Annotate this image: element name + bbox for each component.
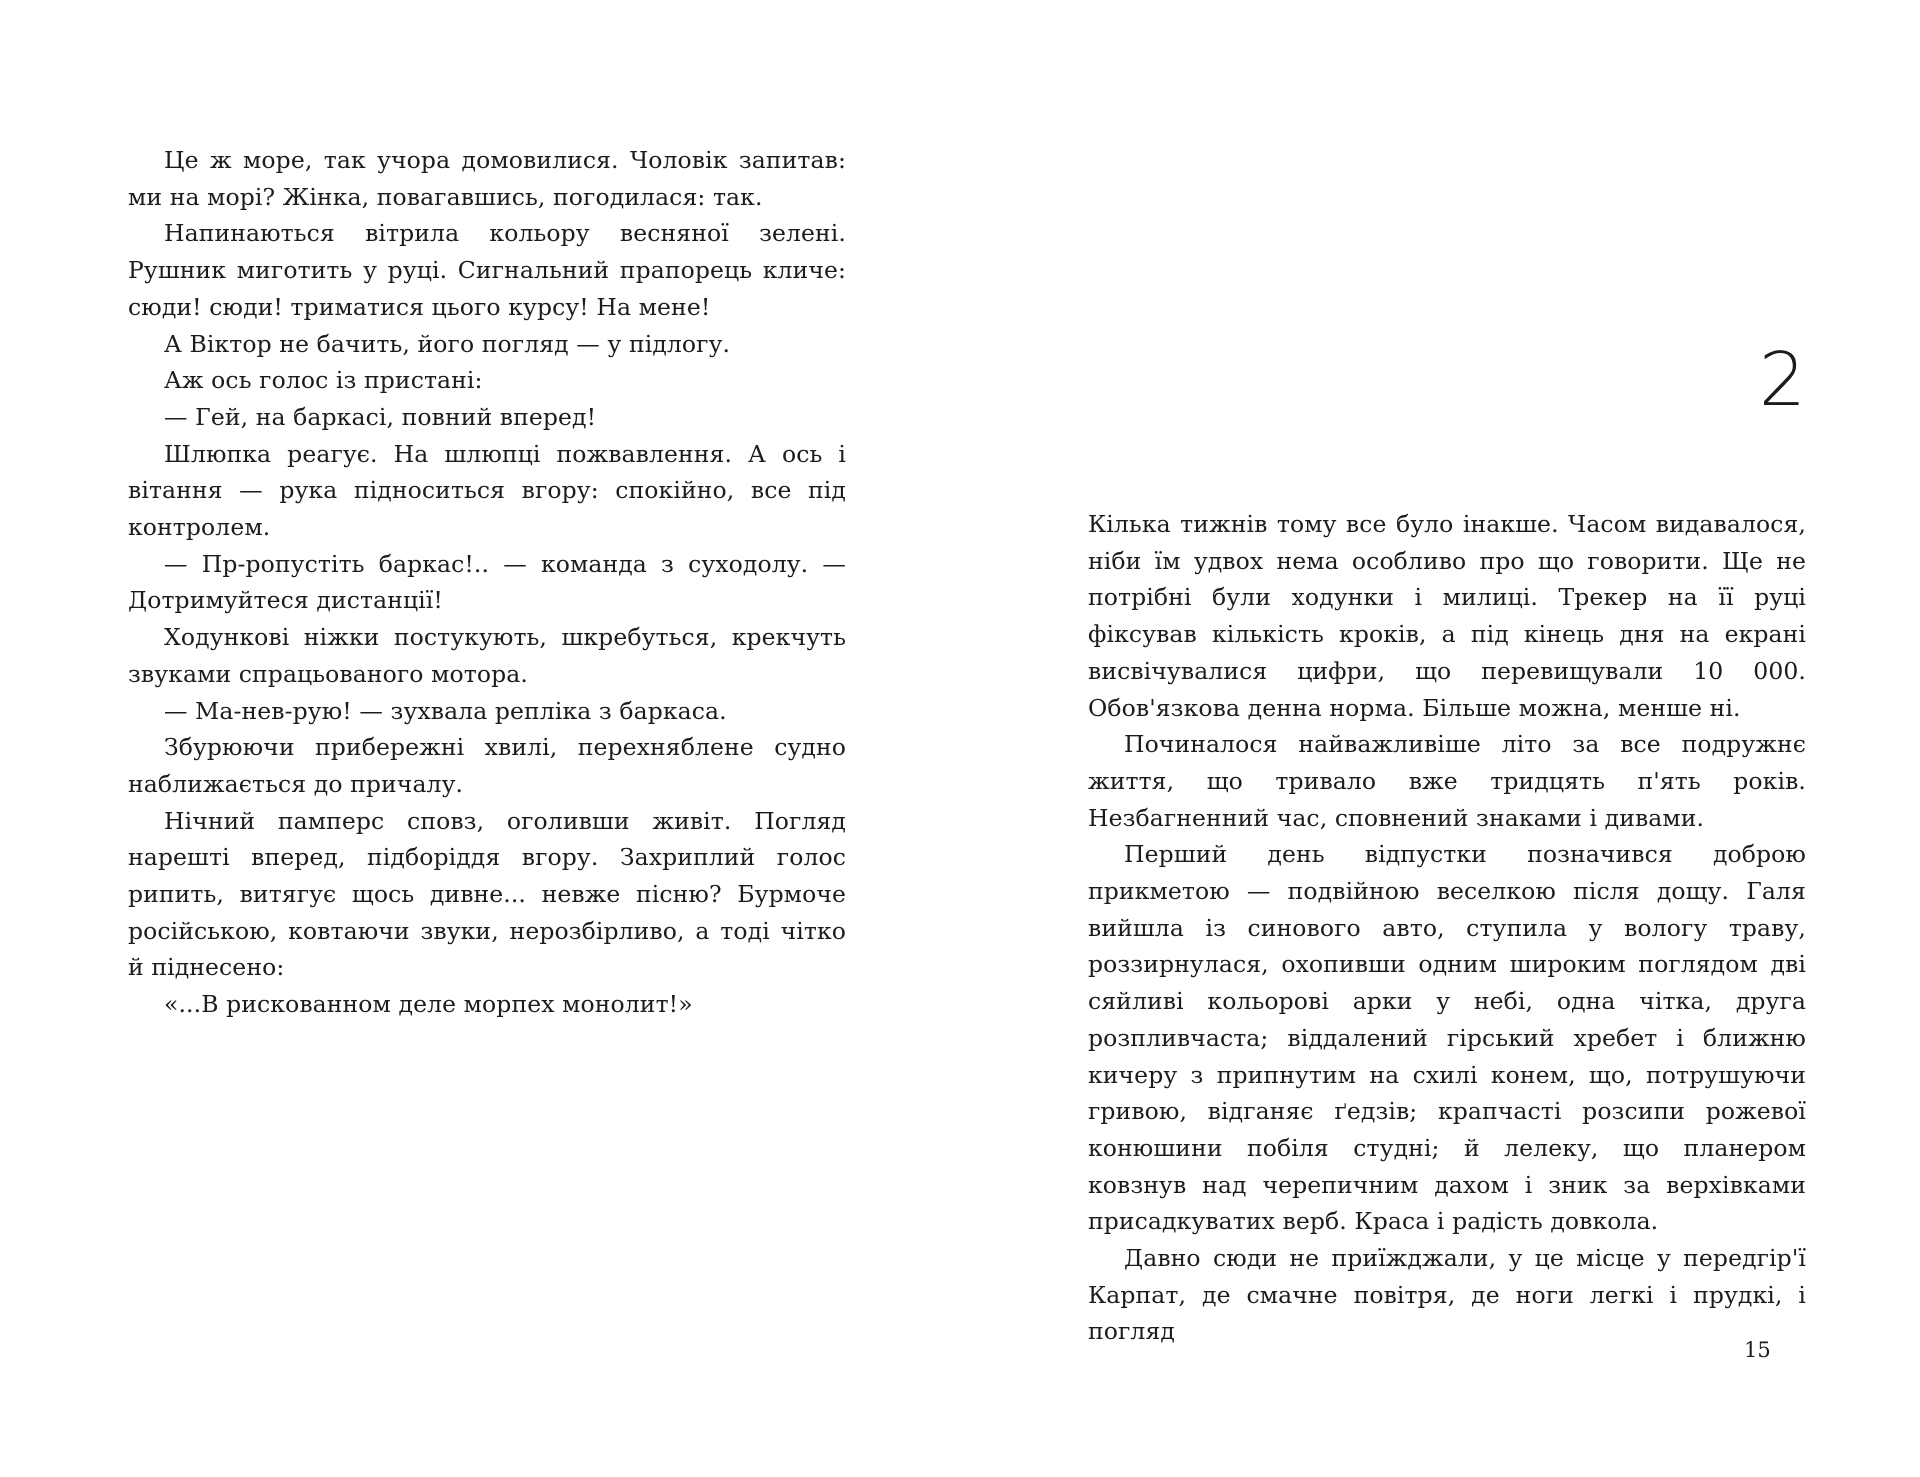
left-paragraph-8: Ходункові ніжки постукують, шкребуться, крекчуть звуками спрацьованого мотора. — [128, 623, 846, 688]
chapter-number: 2 — [1758, 337, 1806, 423]
left-paragraph-4: Аж ось голос із пристані: — [164, 366, 483, 395]
left-paragraph-1: Це ж море, так учора домовилися. Чоловік запитав: ми на морі? Жінка, повагавшись, погодилася: так. — [128, 146, 846, 211]
left-page — [128, 142, 846, 1023]
left-paragraph-3: А Віктор не бачить, його погляд — у підлогу. — [164, 329, 731, 358]
right-page-body — [1088, 506, 1806, 1350]
left-paragraph-5: — Гей, на баркасі, повний вперед! — [164, 402, 597, 431]
left-paragraph-11: Нічний памперс сповз, оголивши живіт. Погляд нарешті вперед, підборіддя вгору. Захриплий голос рипить, витягує щось дивне... невже пісню? Бурмоче російською, ковтаючи звуки, нерозбірливо, а тоді чітко й піднесено: — [128, 806, 846, 982]
left-paragraph-10: Збурюючи прибережні хвилі, перехняблене судно наближається до причалу. — [128, 733, 846, 798]
left-paragraph-12: «...В рискованном деле морпех монолит!» — [164, 990, 693, 1019]
page-number: 15 — [1744, 1338, 1771, 1362]
right-paragraph-3: Перший день відпустки позначився доброю прикметою — подвійною веселкою після дощу. Галя вийшла із синового авто, ступила у вологу траву, роззирнулася, охопивши одним широким поглядом дві сяйливі кольорові арки у небі, одна чітка, друга розпливчаста; віддалений гірський хребет і ближню кичеру з припнутим на схилі конем, що, потрушуючи гривою, відганяє ґедзів; крапчасті розсипи рожевої конюшини побіля студні; й лелеку, що планером ковзнув над черепичним дахом і зник за верхівками присадкуватих верб. Краса і радість довкола. — [1088, 840, 1806, 1236]
left-paragraph-6: Шлюпка реагує. На шлюпці пожвавлення. А ось і вітання — рука підноситься вгору: спокійно, все під контролем. — [128, 439, 846, 542]
right-paragraph-1: Кілька тижнів тому все було інакше. Часом видавалося, ніби їм удвох нема особливо про що говорити. Ще не потрібні були ходунки і милиці. Трекер на її руці фіксував кількість кроків, а під кінець дня на екрані висвічувалися цифри, що перевищували 10 000. Обов'язкова денна норма. Більше можна, менше ні. — [1088, 510, 1806, 722]
right-paragraph-4: Давно сюди не приїжджали, у це місце у передгір'ї Карпат, де смачне повітря, де ноги легкі і прудкі, і погляд — [1088, 1244, 1806, 1346]
left-paragraph-2: Напинаються вітрила кольору весняної зелені. Рушник миготить у руці. Сигнальний прапорець кличе: сюди! сюди! триматися цього курсу! На мене! — [128, 219, 846, 321]
left-paragraph-7: — Пр-ропустіть баркас!.. — команда з суходолу. — Дотримуйтеся дистанції! — [128, 549, 846, 615]
right-paragraph-2: Починалося найважливіше літо за все подружнє життя, що тривало вже тридцять п'ять років. Незбагненний час, сповнений знаками і дивами. — [1088, 730, 1806, 832]
left-paragraph-9: — Ма-нев-рую! — зухвала репліка з баркаса. — [164, 696, 727, 725]
